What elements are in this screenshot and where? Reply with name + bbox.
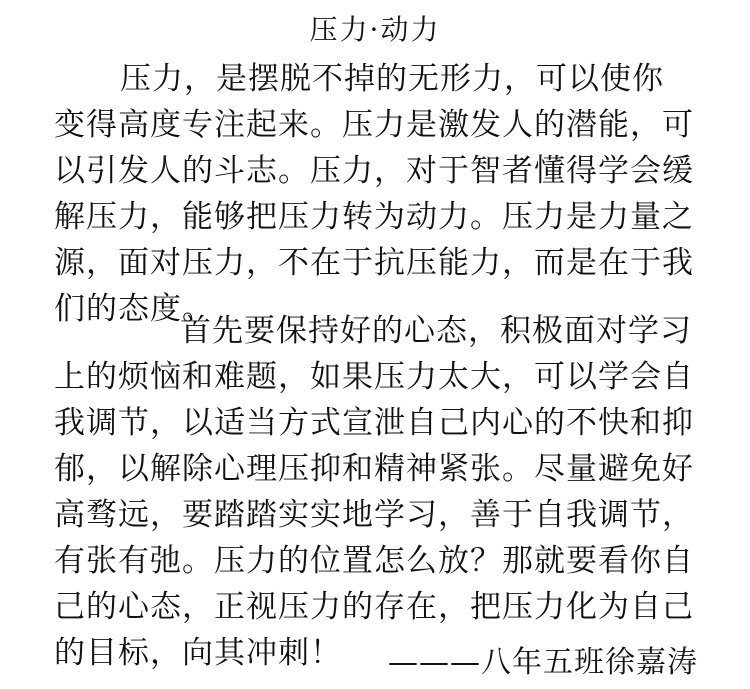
paragraph-line: 以引发人的斗志。压力，对于智者懂得学会缓 xyxy=(54,153,694,189)
paragraph-line: 首先要保持好的心态，积极面对学习 xyxy=(180,313,692,349)
author-signature: ———八年五班徐嘉涛 xyxy=(388,645,698,680)
paragraph-line: 上的烦恼和难题，如果压力太大，可以学会自 xyxy=(54,359,694,395)
paragraph-1 xyxy=(54,56,714,332)
paragraph-2 xyxy=(54,308,714,676)
paragraph-line: 源，面对压力，不在于抗压能力，而是在于我 xyxy=(54,245,694,281)
paragraph-line: 高骛远，要踏踏实实地学习，善于自我调节， xyxy=(54,497,694,533)
paragraph-line: 的目标，向其冲刺！ xyxy=(54,635,342,671)
paragraph-line: 压力，是摆脱不掉的无形力，可以使你 xyxy=(120,61,664,97)
paragraph-line: 己的心态，正视压力的存在，把压力化为自己 xyxy=(54,589,694,625)
paragraph-line: 郁，以解除心理压抑和精神紧张。尽量避免好 xyxy=(54,451,694,487)
paragraph-line: 们的态度。 xyxy=(54,291,214,327)
paragraph-line: 解压力，能够把压力转为动力。压力是力量之 xyxy=(54,199,694,235)
paragraph-line: 变得高度专注起来。压力是激发人的潜能，可 xyxy=(54,107,694,143)
paragraph-line: 有张有弛。压力的位置怎么放？那就要看你自 xyxy=(54,543,694,579)
essay-title: 压力·动力 xyxy=(309,13,441,46)
paragraph-line: 我调节，以适当方式宣泄自己内心的不快和抑 xyxy=(54,405,694,441)
